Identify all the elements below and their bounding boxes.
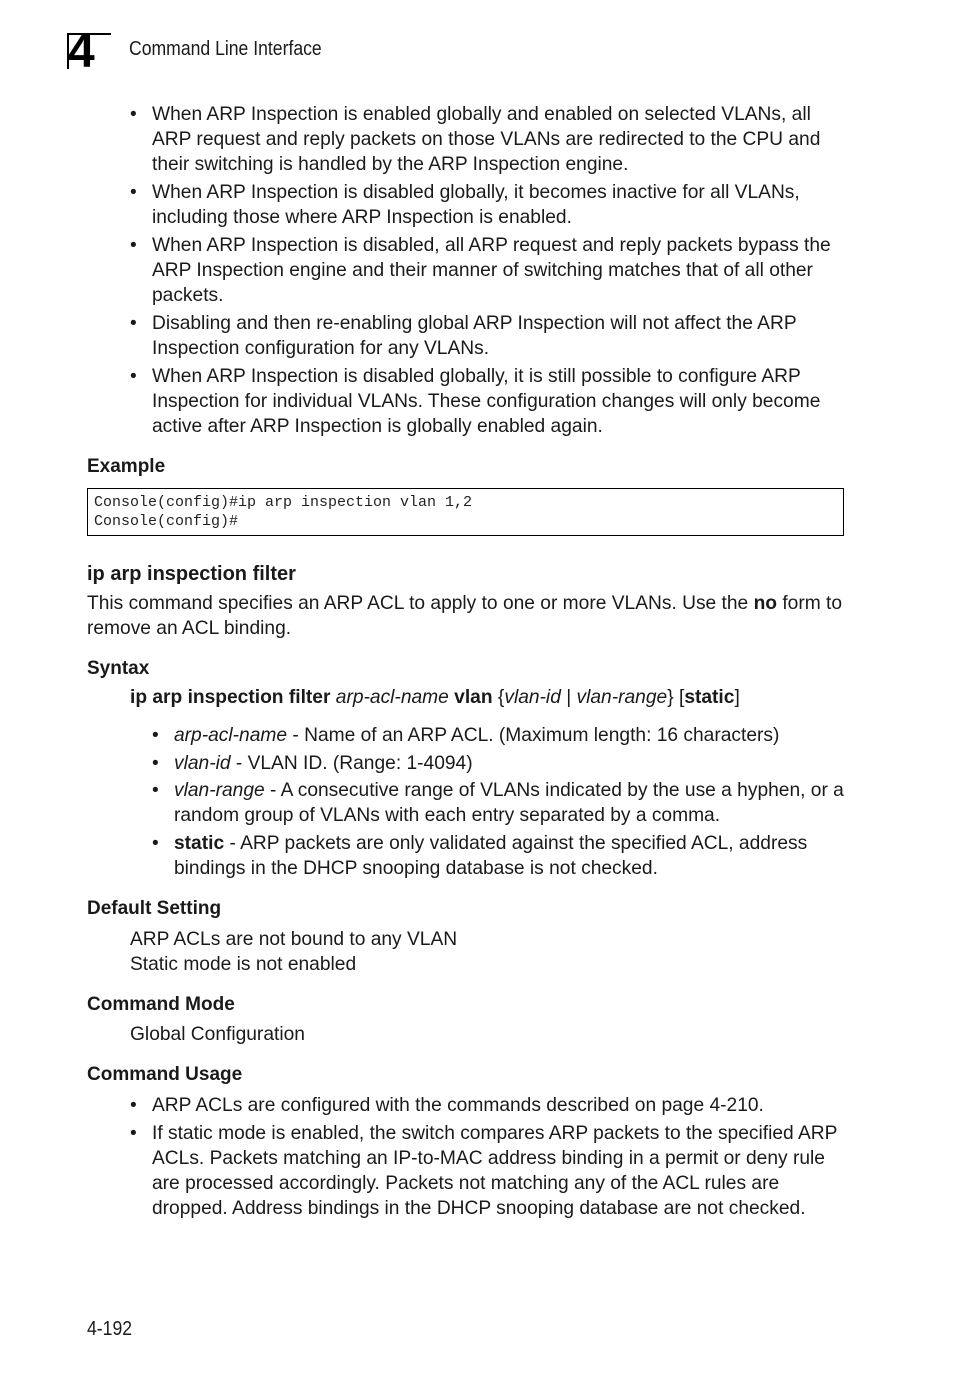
bullet-icon: • — [130, 365, 137, 387]
default-setting-line: ARP ACLs are not bound to any VLAN — [130, 929, 458, 950]
syntax-brace: { — [497, 687, 505, 708]
command-mode-heading: Command Mode — [87, 994, 235, 1015]
syntax-heading: Syntax — [87, 658, 150, 679]
list-item — [152, 831, 852, 881]
param-desc: - ARP packets are only validated against the specified ACL, address bindings in the DHCP snooping database is not checked. — [174, 832, 808, 880]
syntax-brace: } — [667, 687, 674, 708]
command-usage-list — [130, 1093, 850, 1224]
syntax-parameter-list — [152, 723, 852, 884]
code-example-box — [87, 488, 844, 536]
list-item — [130, 233, 850, 309]
syntax-pipe: | — [560, 687, 577, 708]
bullet-icon: • — [130, 182, 137, 203]
list-item-text: If static mode is enabled, the switch compares ARP packets to the specified ARP ACLs. Packets matching an IP-to-MAC address binding in a permit or deny rule are processed accordingly. Packets not matching any of the ACL rules are dropped. Address bindings in the DHCP snooping database are not checked. — [152, 1122, 838, 1220]
param-term: arp-acl-name — [174, 725, 288, 746]
bullet-icon: • — [130, 312, 137, 334]
param-desc: - Name of an ARP ACL. (Maximum length: 16 characters) — [287, 725, 780, 746]
list-item — [130, 180, 850, 230]
syntax-command: ip arp inspection filter — [130, 687, 331, 708]
description-text: This command specifies an ARP ACL to apply to one or more VLANs. Use the — [87, 593, 754, 614]
list-item-text: When ARP Inspection is disabled globally, it is still possible to configure ARP Inspection for individual VLANs. These configuration changes will only become active after ARP Inspection is globally enabled again. — [152, 365, 821, 437]
description-keyword: no — [753, 593, 778, 614]
example-heading: Example — [87, 456, 166, 477]
syntax-keyword: vlan — [454, 687, 493, 708]
default-setting-heading: Default Setting — [87, 898, 222, 919]
default-setting-line: Static mode is not enabled — [130, 954, 357, 976]
command-mode-value: Global Configuration — [130, 1024, 305, 1045]
list-item — [152, 723, 852, 748]
list-item — [130, 1093, 850, 1118]
description-text: form to remove an ACL binding. — [87, 593, 843, 640]
command-usage-heading: Command Usage — [87, 1064, 243, 1085]
running-header-title: Command Line Interface — [129, 38, 322, 60]
list-item — [152, 778, 852, 828]
param-desc: - A consecutive range of VLANs indicated by the use a hyphen, or a random group of VLANs with each entry separated by a comma. — [174, 780, 844, 827]
param-term: static — [174, 832, 225, 854]
list-item-text: Disabling and then re-enabling global ARP Inspection will not affect the ARP Inspection configuration for any VLANs. — [152, 312, 797, 359]
code-line: Console(config)#ip arp inspection vlan 1,2 — [94, 494, 473, 511]
syntax-arg: vlan-id — [504, 687, 561, 708]
list-item — [130, 1121, 850, 1222]
bullet-icon: • — [130, 1122, 137, 1144]
syntax-bracket: ] — [734, 687, 740, 708]
list-item — [130, 102, 850, 178]
bullet-icon: • — [130, 104, 137, 125]
bullet-icon: • — [130, 234, 137, 256]
bullet-icon: • — [152, 780, 159, 802]
list-item-text: When ARP Inspection is disabled globally, it becomes inactive for all VLANs, including those where ARP Inspection is enabled. — [152, 182, 800, 229]
command-title: ip arp inspection filter — [87, 563, 296, 585]
list-item — [130, 364, 850, 440]
intro-bullet-list — [130, 102, 850, 442]
param-term: vlan-id — [174, 752, 231, 774]
list-item-text: ARP ACLs are configured with the commands described on page 4-210. — [152, 1095, 764, 1116]
command-description — [87, 591, 857, 641]
syntax-line — [130, 687, 740, 709]
chapter-number: 4 — [68, 25, 95, 78]
list-item — [130, 311, 850, 361]
list-item-text: When ARP Inspection is disabled, all ARP request and reply packets bypass the ARP Inspection engine and their manner of switching matches that of all other packets. — [152, 234, 831, 307]
bullet-icon: • — [152, 752, 159, 774]
bullet-icon: • — [130, 1095, 137, 1116]
default-setting-values — [130, 927, 457, 977]
code-line: Console(config)# — [94, 513, 239, 530]
syntax-arg: vlan-range — [576, 687, 668, 708]
syntax-bracket: [ — [678, 687, 685, 708]
bullet-icon: • — [152, 725, 159, 746]
bullet-icon: • — [152, 832, 159, 854]
syntax-keyword: static — [684, 687, 735, 708]
page-number: 4-192 — [87, 1318, 133, 1340]
param-desc: - VLAN ID. (Range: 1-4094) — [230, 752, 473, 774]
list-item-text: When ARP Inspection is enabled globally and enabled on selected VLANs, all ARP request and reply packets on those VLANs are redirected to the CPU and their switching is handled by the ARP Inspection engine. — [152, 104, 821, 176]
syntax-arg: arp-acl-name — [335, 687, 449, 708]
param-term: vlan-range — [174, 780, 265, 802]
list-item — [152, 751, 852, 776]
